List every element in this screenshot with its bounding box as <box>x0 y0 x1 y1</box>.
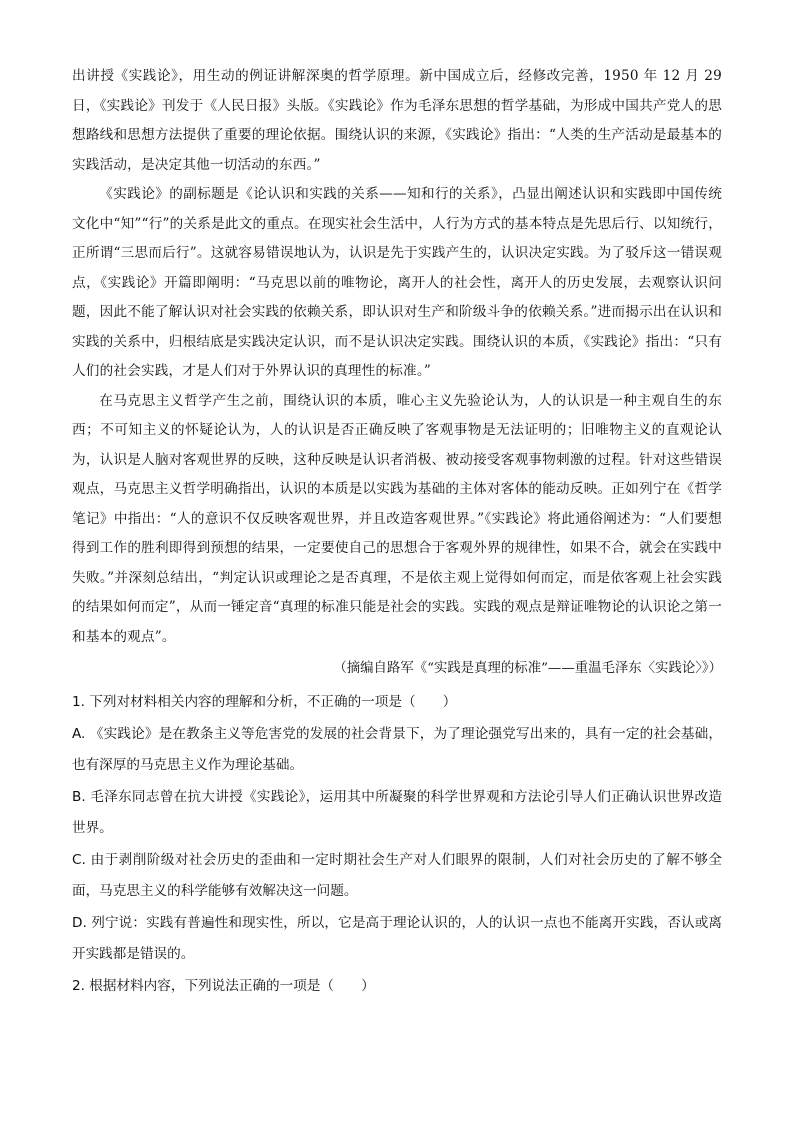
question-2-stem: 2. 根据材料内容，下列说法正确的一项是（ ） <box>72 977 375 994</box>
question-1-stem: 1. 下列对材料相关内容的理解和分析，不正确的一项是（ ） <box>72 694 457 710</box>
passage-paragraph-3: 在马克思主义哲学产生之前，围绕认识的本质，唯心主义先验论认为，人的认识是一种主观自生的东西；不可知主义的怀疑论认为，人的认识是否正确反映了客观事物是无法证明的；旧唯物主义的直观论认为，认识是人脑对客观世界的反映，这种反映是认识者消极、被动接受客观事物刺激的过程。针对这些错误观点，马克思主义哲学明确指出，认识的本质是以实践为基础的主体对客体的能动反映。正如列宁在《哲学笔记》中指出：“人的意识不仅反映客观世界，并且改造客观世界。”《实践论》将此通俗阐述为：“人们要想得到工作的胜利即得到预想的结果，一定要使自己的思想合于客观外界的规律性，如果不合，就会在实践中失败。”并深刻总结出，“判定认识或理论之是否真理，不是依主观上觉得如何而定，而是依客观上社会实践的结果如何而定”，从而一锤定音“真理的标准只能是社会的实践。实践的观点是辩证唯物论的认识论之第一和基本的观点”。 <box>72 392 722 645</box>
question-1-option-c: C. 由于剥削阶级对社会历史的歪曲和一定时期社会生产对人们眼界的限制，人们对社会历史的了解不够全面，马克思主义的科学能够有效解决这一问题。 <box>72 851 722 899</box>
document-content <box>72 62 722 1002</box>
passage-source: （摘编自路军《“实践是真理的标准”——重温毛泽东〈实践论〉》） <box>333 661 722 676</box>
question-1-option-d: D. 列宁说：实践有普遍性和现实性，所以，它是高于理论认识的，人的认识一点也不能离开实践，否认或离开实践都是错误的。 <box>72 914 722 962</box>
reading-passage <box>72 62 722 683</box>
passage-paragraph-1: 出讲授《实践论》，用生动的例证讲解深奥的哲学原理。新中国成立后，经修改完善，1950 年 12 月 29 日，《实践论》刊发于《人民日报》头版。《实践论》作为毛泽东思想的哲学基础，为形成中国共产党人的思想路线和思想方法提供了重要的理论依据。围绕认识的来源，《实践论》指出：“人类的生产活动是最基本的实践活动，是决定其他一切活动的东西。” <box>72 68 722 173</box>
question-1-option-a: A. 《实践论》是在教条主义等危害党的发展的社会背景下，为了理论强党写出来的，具有一定的社会基础，也有深厚的马克思主义作为理论基础。 <box>72 725 722 773</box>
passage-paragraph-2: 《实践论》的副标题是《论认识和实践的关系——知和行的关系》，凸显出阐述认识和实践即中国传统文化中“知”“行”的关系是此文的重点。在现实社会生活中，人行为方式的基本特点是先思后行、以知统行，正所谓“三思而后行”。这就容易错误地认为，认识是先于实践产生的，认识决定实践。为了驳斥这一错误观点，《实践论》开篇即阐明：“马克思以前的唯物论，离开人的社会性，离开人的历史发展，去观察认识问题，因此不能了解认识对社会实践的依赖关系，即认识对生产和阶级斗争的依赖关系。”进而揭示出在认识和实践的关系中，归根结底是实践决定认识，而不是认识决定实践。围绕认识的本质，《实践论》指出：“只有人们的社会实践，才是人们对于外界认识的真理性的标准。” <box>72 186 722 379</box>
question-section <box>72 687 722 1002</box>
question-1-option-b: B. 毛泽东同志曾在抗大讲授《实践论》，运用其中所凝聚的科学世界观和方法论引导人们正确认识世界改造世界。 <box>72 788 722 836</box>
